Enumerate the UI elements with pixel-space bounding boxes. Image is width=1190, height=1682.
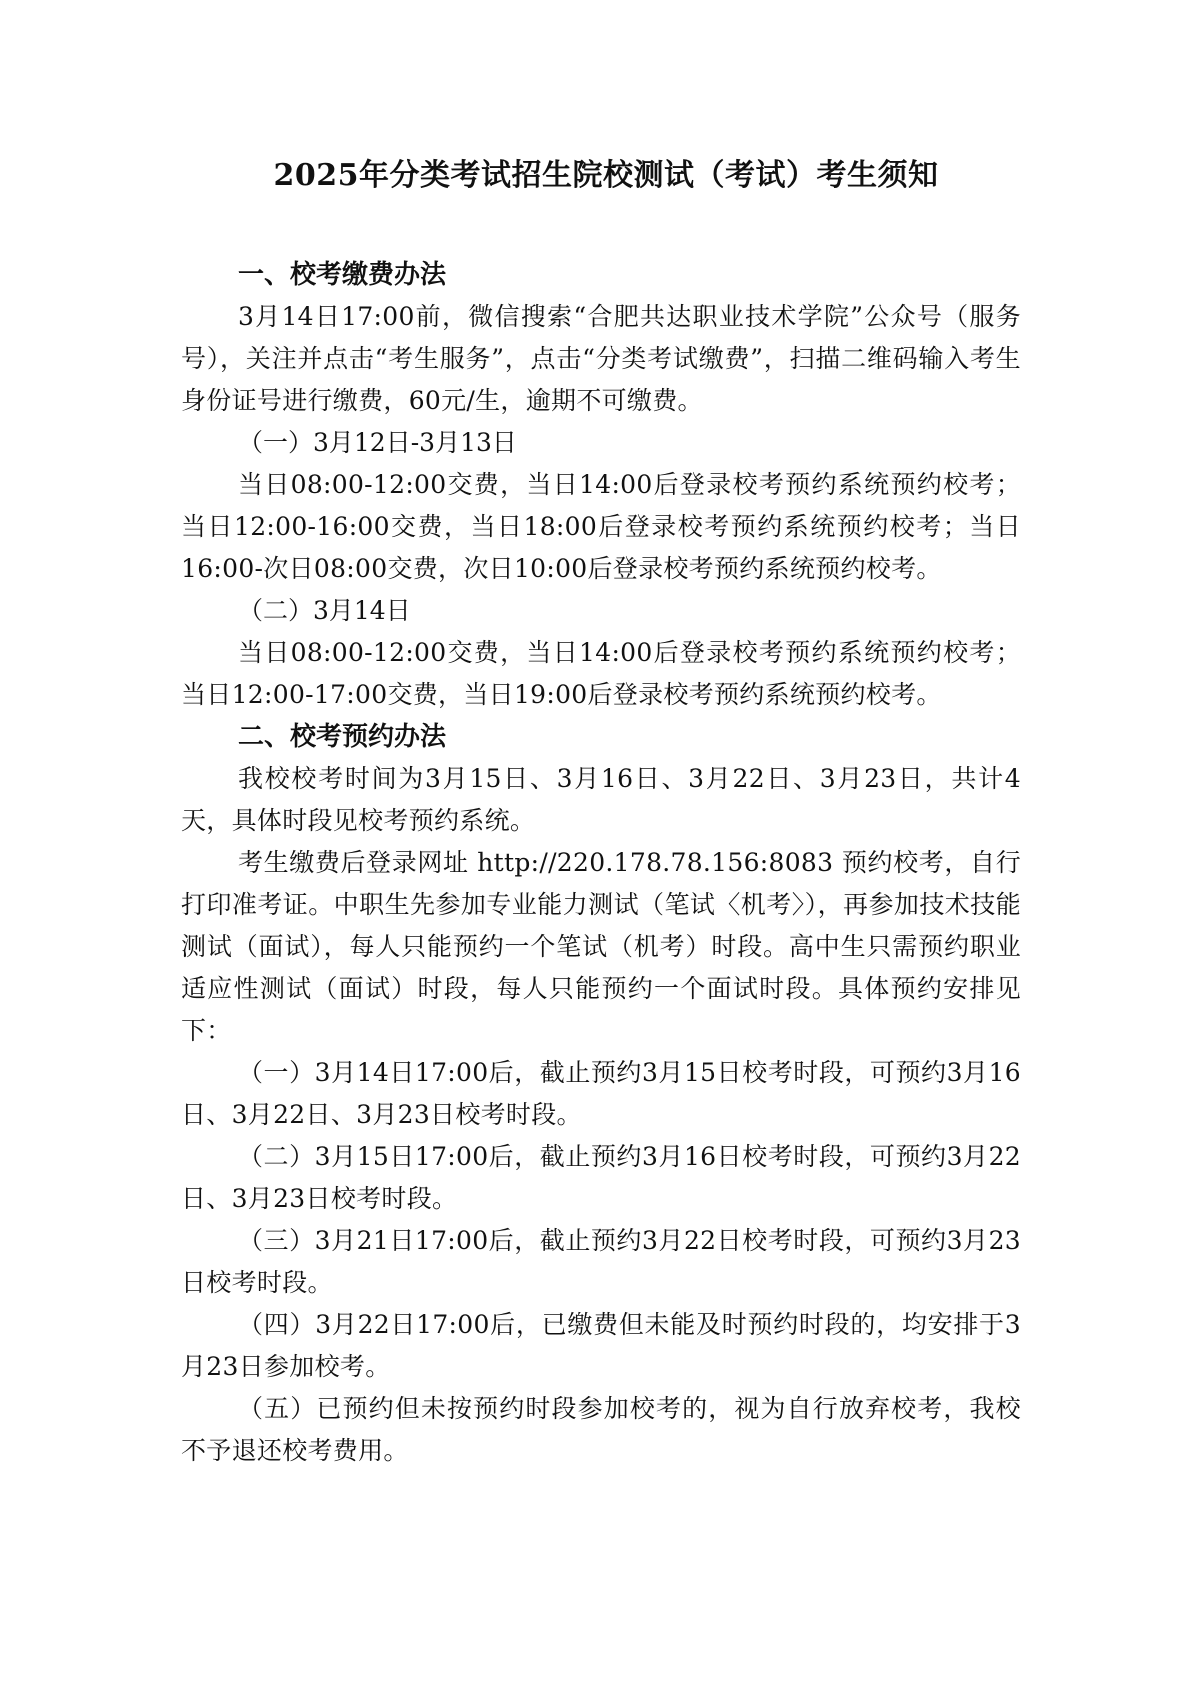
- booking-item-1: （一）3月14日17:00后，截止预约3月15日校考时段，可预约3月16日、3月22日、3月23日校考时段。: [181, 1058, 1021, 1129]
- payment-part1-paragraph: 当日08:00-12:00交费，当日14:00后登录校考预约系统预约校考；当日12:00-16:00交费，当日18:00后登录校考预约系统预约校考；当日16:00-次日08:00交费，次日10:00后登录校考预约系统预约校考。: [181, 470, 1021, 583]
- section-heading-payment: 一、校考缴费办法: [238, 260, 447, 290]
- document-page: [181, 150, 1021, 1472]
- payment-intro-paragraph: 3月14日17:00前，微信搜索“合肥共达职业技术学院”公众号（服务号），关注并点击“考生服务”，点击“分类考试缴费”，扫描二维码输入考生身份证号进行缴费，60元/生，逾期不可缴费。: [181, 302, 1021, 415]
- booking-item-2: （二）3月15日17:00后，截止预约3月16日校考时段，可预约3月22日、3月23日校考时段。: [181, 1142, 1021, 1213]
- booking-item-5: （五）已预约但未按预约时段参加校考的，视为自行放弃校考，我校不予退还校考费用。: [181, 1394, 1021, 1465]
- booking-dates-paragraph: 我校校考时间为3月15日、3月16日、3月22日、3月23日，共计4天，具体时段见校考预约系统。: [181, 764, 1021, 835]
- page-title: 2025年分类考试招生院校测试（考试）考生须知: [273, 158, 939, 193]
- section-heading-booking: 二、校考预约办法: [238, 722, 447, 752]
- booking-item-3: （三）3月21日17:00后，截止预约3月22日校考时段，可预约3月23日校考时段。: [181, 1226, 1021, 1297]
- payment-part2-paragraph: 当日08:00-12:00交费，当日14:00后登录校考预约系统预约校考；当日12:00-17:00交费，当日19:00后登录校考预约系统预约校考。: [181, 638, 1021, 709]
- payment-part1-label: （一）3月12日-3月13日: [238, 428, 517, 457]
- booking-item-4: （四）3月22日17:00后，已缴费但未能及时预约时段的，均安排于3月23日参加校考。: [181, 1310, 1021, 1381]
- payment-part2-label: （二）3月14日: [238, 596, 411, 625]
- booking-instructions-paragraph: 考生缴费后登录网址 http://220.178.78.156:8083 预约校考，自行打印准考证。中职生先参加专业能力测试（笔试〈机考〉），再参加技术技能测试（面试），每人只能预约一个笔试（机考）时段。高中生只需预约职业适应性测试（面试）时段，每人只能预约一个面试时段。具体预约安排见下：: [181, 848, 1021, 1045]
